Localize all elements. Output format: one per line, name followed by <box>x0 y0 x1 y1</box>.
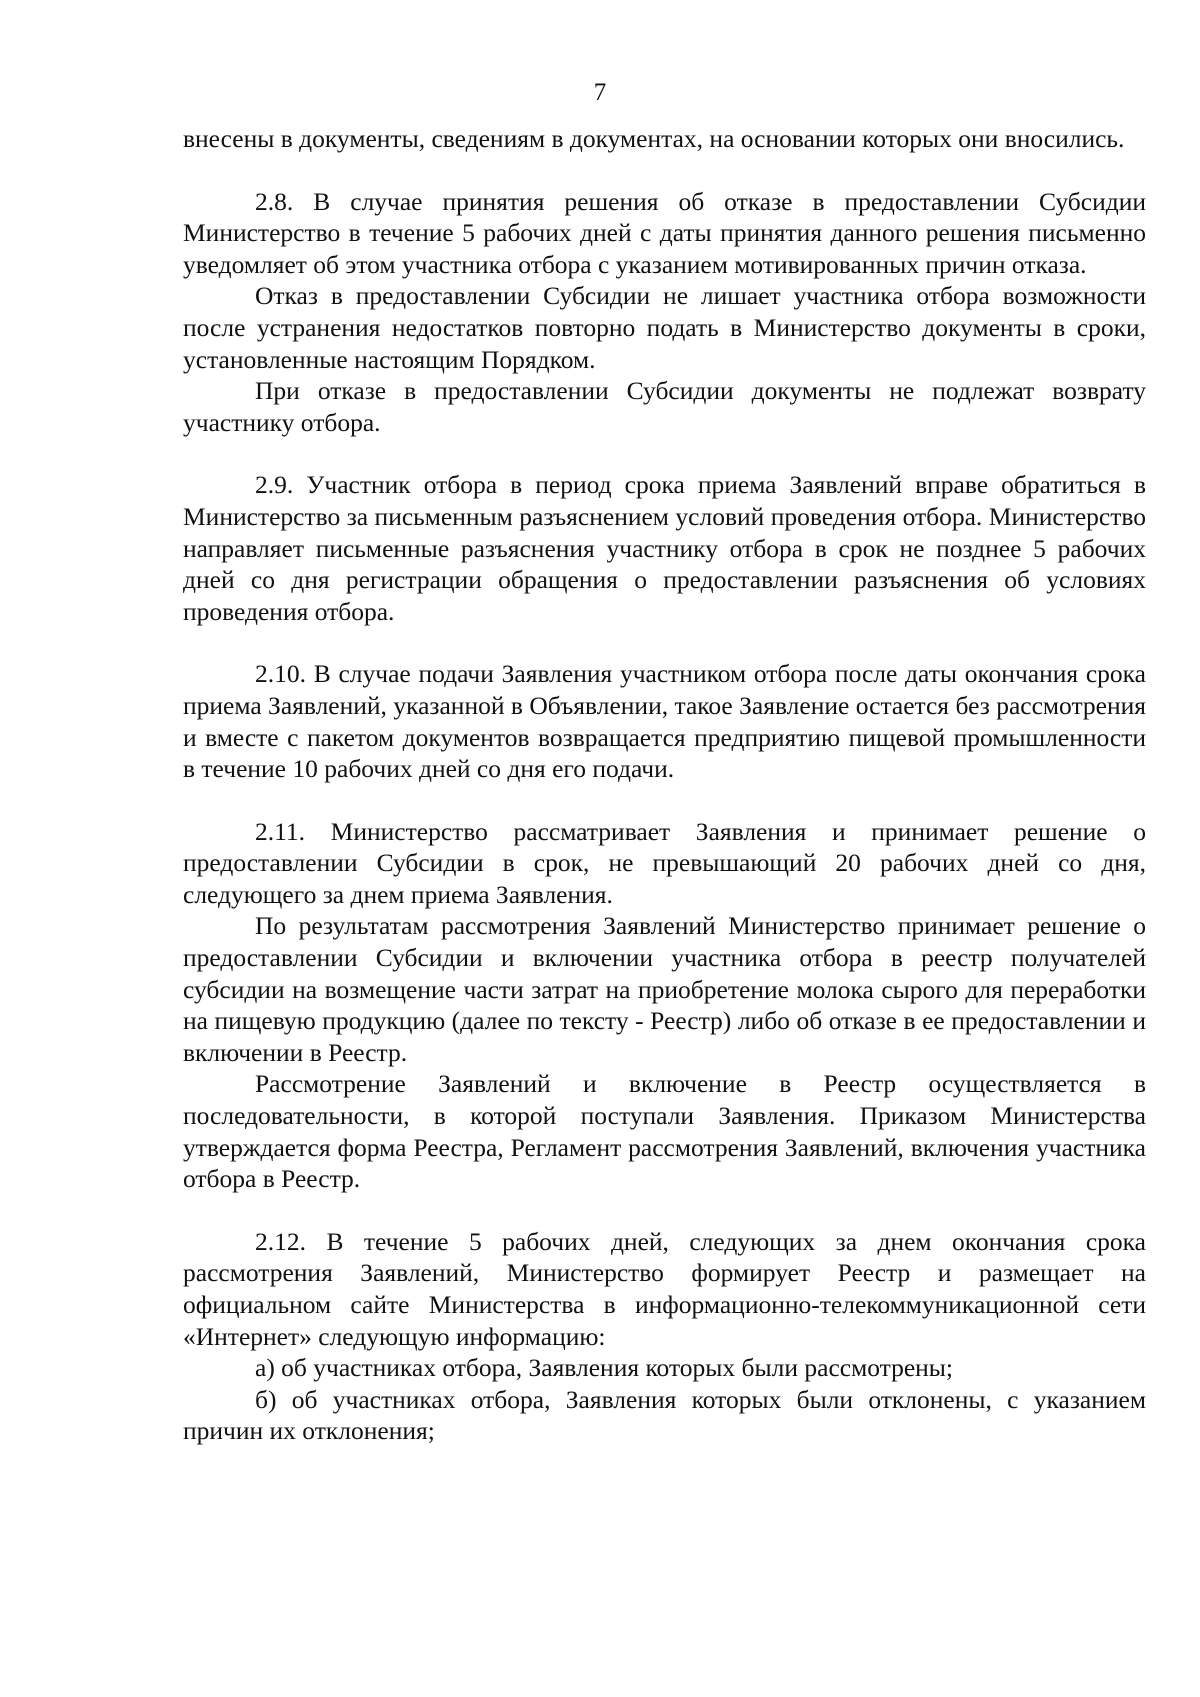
paragraph-2-10: 2.10. В случае подачи Заявления участником отбора после даты окончания срока приема Заявлений, указанной в Объявлении, такое Заявление остается без рассмотрения и вместе с пакетом документов возвращается предприятию пищевой промышленности в течение 10 рабочих дней со дня его подачи. <box>183 659 1146 784</box>
paragraph-gap <box>183 627 1146 658</box>
paragraph-2-8-documents: При отказе в предоставлении Субсидии документы не подлежат возврату участнику отбора. <box>183 376 1146 437</box>
paragraph-continuation: внесены в документы, сведениям в документах, на основании которых они вносились. <box>183 124 1125 153</box>
paragraph-2-8: 2.8. В случае принятия решения об отказе в предоставлении Субсидии Министерство в течение 5 рабочих дней с даты принятия данного решения письменно уведомляет об этом участника отбора с указанием мотивированных причин отказа. <box>183 186 1146 279</box>
list-item-a: а) об участниках отбора, Заявления которых были рассмотрены; <box>255 1353 954 1383</box>
list-item-b: б) об участниках отбора, Заявления которых были отклонены, с указанием причин их отклонения; <box>183 1384 1146 1446</box>
paragraph-2-8-refusal: Отказ в предоставлении Субсидии не лишает участника отбора возможности после устранения недостатков повторно подать в Министерство документы в сроки, установленные настоящим Порядком. <box>183 281 1146 374</box>
paragraph-2-12: 2.12. В течение 5 рабочих дней, следующих за днем окончания срока рассмотрения Заявлений, Министерство формирует Реестр и размещает на официальном сайте Министерства в информационно-телекоммуникационной сети «Интернет» следующую информацию: <box>183 1226 1146 1351</box>
paragraph-gap <box>183 785 1146 816</box>
paragraph-gap <box>183 438 1146 469</box>
page-number: 7 <box>593 79 607 106</box>
paragraph-2-11-order: Рассмотрение Заявлений и включение в Реестр осуществляется в последовательности, в которой поступали Заявления. Приказом Министерства утверждается форма Реестра, Регламент рассмотрения Заявлений, включения участника отбора в Реестр. <box>183 1069 1146 1194</box>
paragraph-gap <box>183 155 1146 186</box>
paragraph-2-9: 2.9. Участник отбора в период срока приема Заявлений вправе обратиться в Министерство за письменным разъяснением условий проведения отбора. Министерство направляет письменные разъяснения участнику отбора в срок не позднее 5 рабочих дней со дня регистрации обращения о предоставлении разъяснения об условиях проведения отбора. <box>183 470 1146 626</box>
paragraph-gap <box>183 1195 1146 1226</box>
document-body <box>183 123 1146 1447</box>
paragraph-2-11: 2.11. Министерство рассматривает Заявления и принимает решение о предоставлении Субсидии в срок, не превышающий 20 рабочих дней со дня, следующего за днем приема Заявления. <box>183 816 1146 909</box>
paragraph-2-11-results: По результатам рассмотрения Заявлений Министерство принимает решение о предоставлении Субсидии и включении участника отбора в реестр получателей субсидии на возмещение части затрат на приобретение молока сырого для переработки на пищевую продукцию (далее по тексту - Реестр) либо об отказе в ее предоставлении и включении в Реестр. <box>183 911 1146 1067</box>
